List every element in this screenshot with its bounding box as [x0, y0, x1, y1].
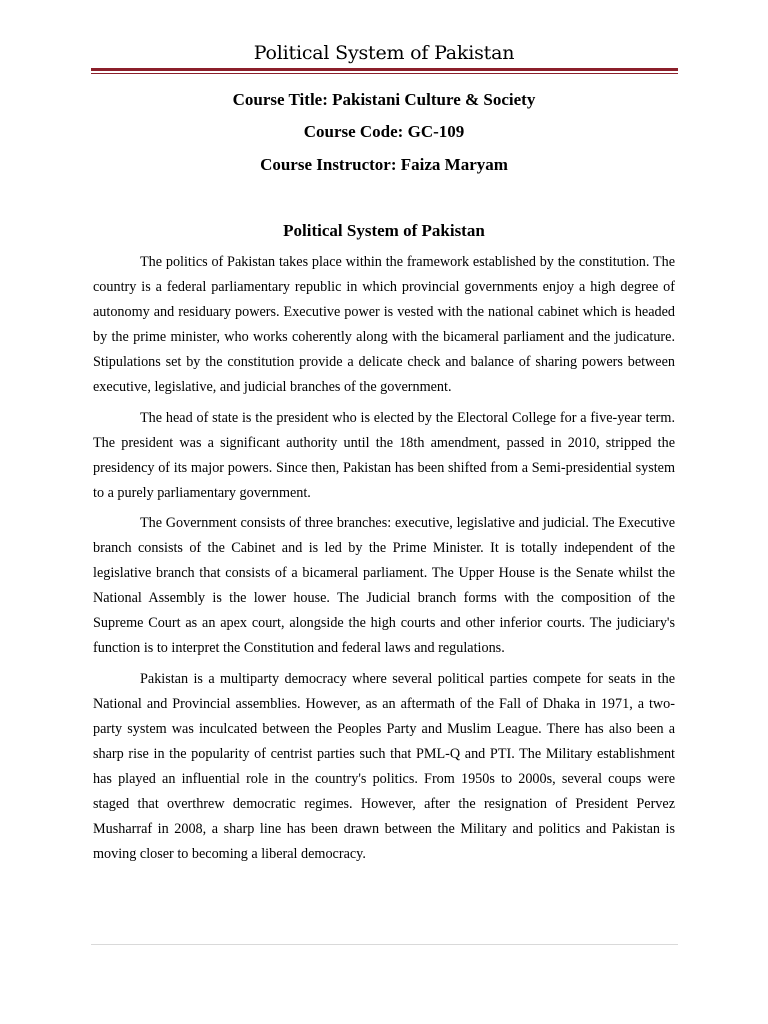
header-divider-thin: [91, 73, 678, 74]
course-title: Course Title: Pakistani Culture & Society: [232, 90, 536, 109]
header-divider: [91, 68, 678, 71]
paragraph: The politics of Pakistan takes place within the framework established by the constitution. The country is a federal parliamentary republic in which provincial governments enjoy a high degree of autonomy and residuary powers. Executive power is vested with the national cabinet which is headed by the prime minister, who works coherently along with the bicameral parliament and the judicature. Stipulations set by the constitution provide a delicate check and balance of sharing powers between executive, legislative, and judicial branches of the government.: [93, 254, 675, 396]
section-heading: Political System of Pakistan: [283, 221, 485, 240]
footer-divider: [91, 944, 678, 945]
body-text: [93, 250, 675, 872]
paragraph: The Government consists of three branches: executive, legislative and judicial. The Executive branch consists of the Cabinet and is led by the Prime Minister. It is totally independent of the legislative branch that consists of a bicameral parliament. The Upper House is the Senate whilst the National Assembly is the lower house. The Judicial branch forms with the composition of the Supreme Court as an apex court, alongside the high courts and other inferior courts. The judiciary's function is to interpret the Constitution and federal laws and regulations.: [93, 514, 675, 657]
paragraph: The head of state is the president who is elected by the Electoral College for a five-year term. The president was a significant authority until the 18th amendment, passed in 2010, stripped the presidency of its major powers. Since then, Pakistan has been shifted from a Semi-presidential system to a purely parliamentary government.: [93, 409, 675, 501]
paragraph: Pakistan is a multiparty democracy where several political parties compete for seats in the National and Provincial assemblies. However, as an aftermath of the Fall of Dhaka in 1971, a two-party system was inculcated between the Peoples Party and Muslim League. There has also been a sharp rise in the popularity of centrist parties such that PML-Q and PTI. The Military establishment has played an influential role in the country's politics. From 1950s to 2000s, several coups were staged that overthrew democratic regimes. However, after the resignation of President Pervez Musharraf in 2008, a sharp line has been drawn between the Military and politics and Pakistan is moving closer to becoming a liberal democracy.: [93, 670, 675, 863]
course-code: Course Code: GC-109: [303, 122, 465, 141]
page-header-title: Political System of Pakistan: [253, 42, 515, 64]
course-instructor: Course Instructor: Faiza Maryam: [260, 155, 508, 174]
